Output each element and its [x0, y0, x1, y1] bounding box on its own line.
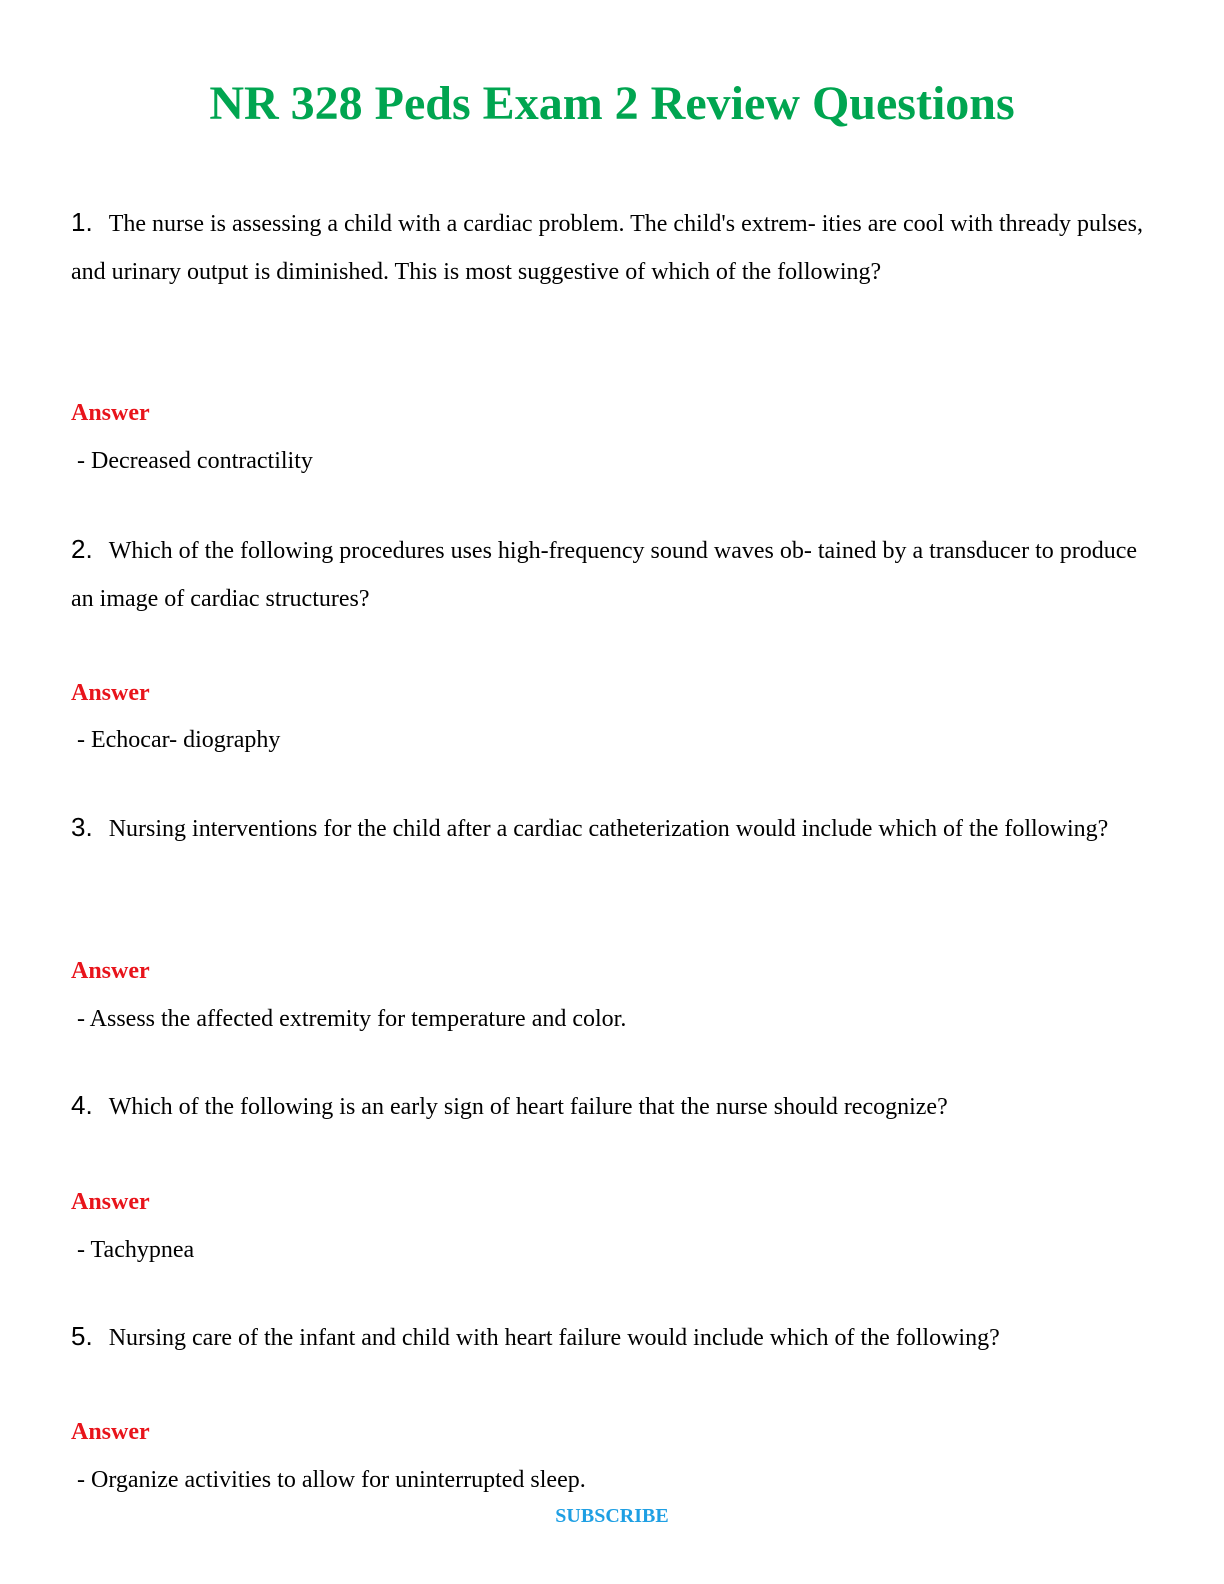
- answer-label: Answer: [71, 680, 150, 706]
- question-text: [71, 198, 1151, 296]
- question-body: Which of the following procedures uses high-frequency sound waves ob- tained by a transducer to produce an image of cardiac structures?: [71, 538, 1138, 612]
- question-text: [71, 1081, 1151, 1131]
- answer-text: - Echocar- diography: [77, 727, 281, 753]
- question-body: Which of the following is an early sign of heart failure that the nurse should recognize?: [108, 1094, 948, 1120]
- question-block: [71, 1081, 1151, 1131]
- question-number: 4.: [71, 1090, 93, 1120]
- subscribe-link[interactable]: SUBSCRIBE: [555, 1505, 669, 1527]
- question-body: Nursing care of the infant and child with heart failure would include which of the following?: [108, 1325, 1000, 1351]
- question-body: Nursing interventions for the child after a cardiac catheterization would include which of the following?: [108, 816, 1109, 842]
- question-text: [71, 525, 1151, 623]
- question-number: 1.: [71, 207, 93, 237]
- question-number: 5.: [71, 1321, 93, 1351]
- question-block: [71, 1312, 1151, 1362]
- answer-text: - Assess the affected extremity for temperature and color.: [77, 1006, 627, 1032]
- answer-label: Answer: [71, 1419, 150, 1445]
- answer-label: Answer: [71, 958, 150, 984]
- question-text: [71, 803, 1151, 853]
- question-block: [71, 803, 1151, 853]
- answer-text: - Organize activities to allow for uninterrupted sleep.: [77, 1467, 586, 1493]
- answer-label: Answer: [71, 1189, 150, 1215]
- answer-text: - Decreased contractility: [77, 448, 313, 474]
- answer-label: Answer: [71, 400, 150, 426]
- page-title: NR 328 Peds Exam 2 Review Questions: [209, 77, 1015, 130]
- question-block: [71, 198, 1151, 296]
- question-number: 3.: [71, 812, 93, 842]
- question-body: The nurse is assessing a child with a cardiac problem. The child's extrem- ities are cool with thready pulses, and urinary output is diminished. This is most suggestive of which of the following?: [71, 211, 1143, 285]
- question-text: [71, 1312, 1151, 1362]
- answer-text: - Tachypnea: [77, 1237, 195, 1263]
- question-number: 2.: [71, 534, 93, 564]
- question-block: [71, 525, 1151, 623]
